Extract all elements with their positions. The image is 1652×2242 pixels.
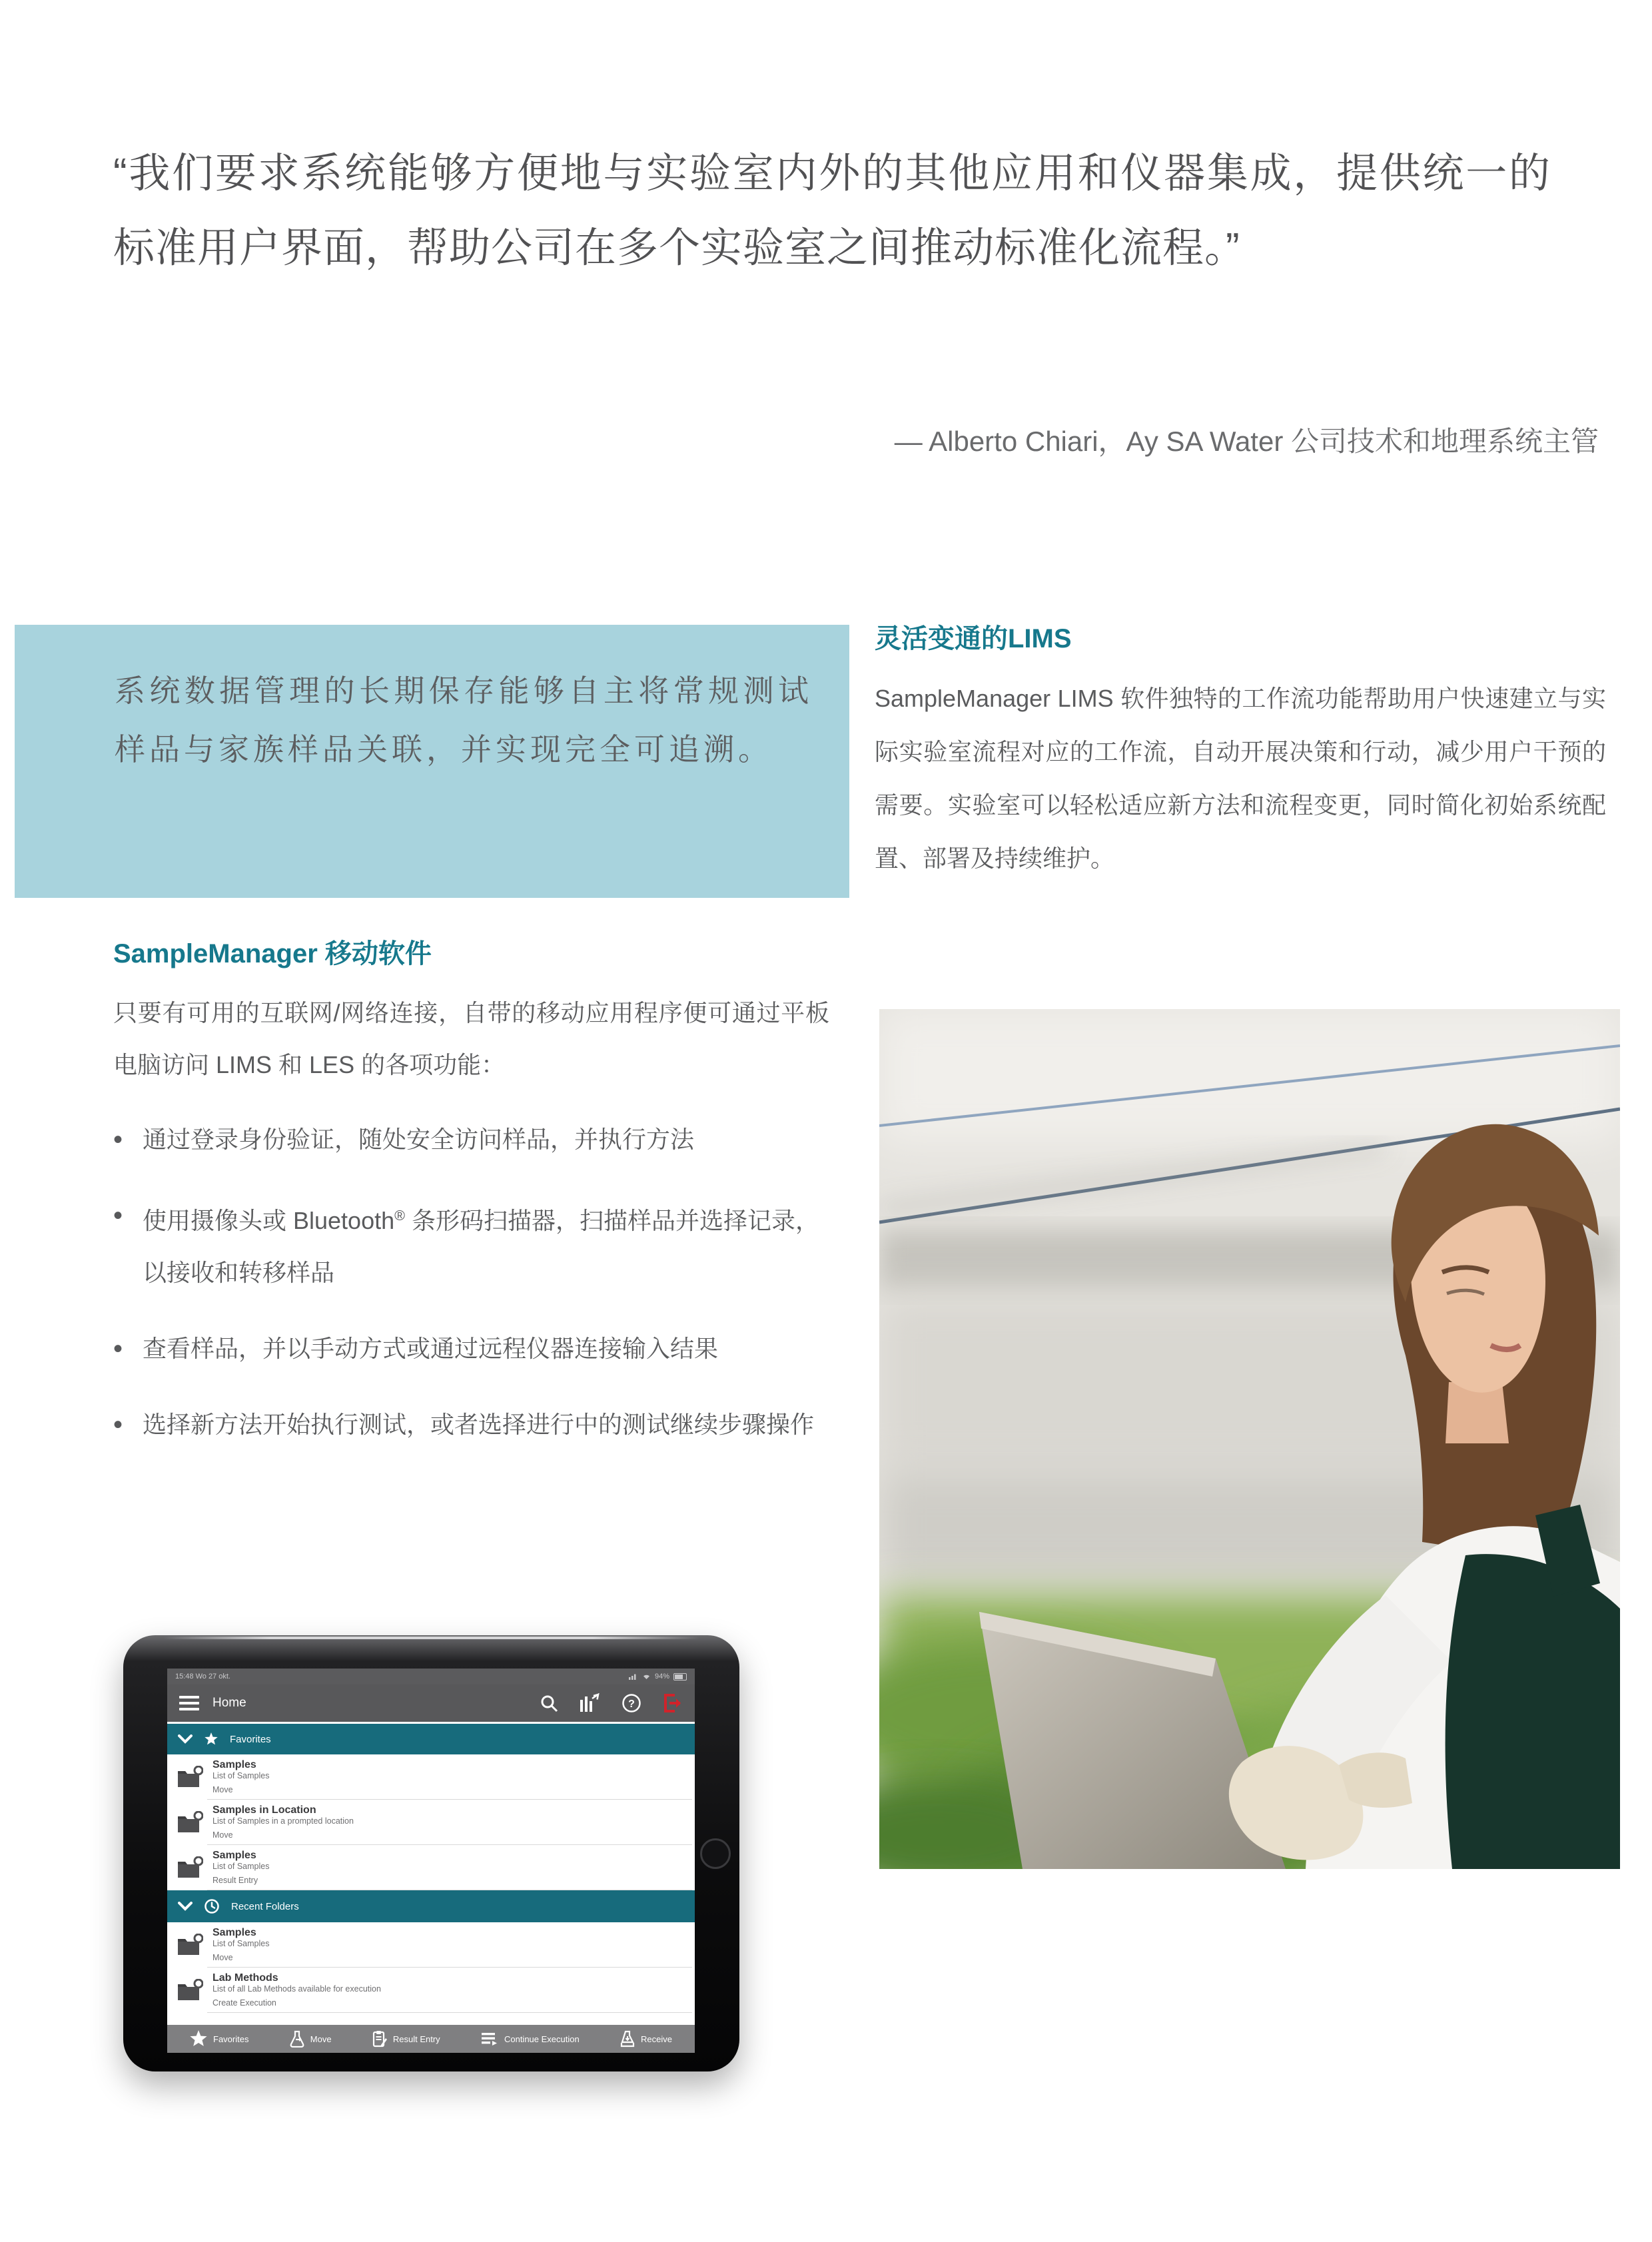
status-clock: 15:48 Wo 27 okt. [175, 1673, 230, 1681]
section-header-label: Favorites [230, 1733, 271, 1745]
battery-icon [673, 1673, 687, 1681]
signal-icon [629, 1673, 638, 1680]
callout-text: 系统数据管理的长期保存能够自主将常规测试样品与家族样品关联，并实现完全可追溯。 [115, 673, 813, 767]
section-body: SampleManager LIMS 软件独特的工作流功能帮助用户快速建立与实际实验室流程对应的工作流，自动开展决策和行动，减少用户干预的需要。实验室可以轻松适应新方法和流程变更，同时简化初始系统配置、部署及持续维护。 [875, 685, 1606, 872]
toolbar-result-entry[interactable] [372, 2030, 440, 2048]
folder-icon [177, 1811, 203, 1834]
clipboard-pencil-icon [372, 2030, 387, 2048]
section-heading: SampleManager 移动软件 [113, 939, 432, 968]
registered-mark: ® [394, 1207, 406, 1224]
svg-text:?: ? [628, 1698, 635, 1710]
list-item[interactable] [167, 1968, 695, 2013]
app-nav-bar [167, 1684, 695, 1722]
item-subtitle: List of Samples [212, 1771, 270, 1780]
pull-quote: “我们要求系统能够方便地与实验室内外的其他应用和仪器集成，提供统一的标准用户界面，帮助公司在多个实验室之间推动标准化流程。” [113, 151, 1551, 271]
item-action: Create Execution [212, 1998, 276, 2008]
folder-icon [177, 1766, 203, 1788]
list-item: • 选择新方法开始执行测试，或者选择进行中的测试继续步骤操作 [113, 1399, 829, 1451]
help-icon[interactable] [621, 1693, 641, 1713]
folder-icon [177, 1979, 203, 2002]
item-subtitle: List of Samples [212, 1862, 270, 1871]
nav-actions [539, 1692, 683, 1714]
battery-percent: 94% [654, 1673, 669, 1681]
star-icon [205, 1732, 218, 1746]
flask-icon [290, 2030, 304, 2048]
wifi-icon [642, 1673, 651, 1680]
item-title: Lab Methods [212, 1972, 278, 1984]
favorites-section-header[interactable] [167, 1724, 695, 1754]
hamburger-menu-icon[interactable] [179, 1696, 199, 1710]
list-arrow-icon [481, 2031, 498, 2047]
section-flexible-lims [875, 623, 1606, 885]
list-item[interactable] [167, 1800, 695, 1845]
item-action: Move [212, 1830, 233, 1840]
item-action: Result Entry [212, 1876, 258, 1885]
chart-icon[interactable] [579, 1693, 602, 1713]
toolbar-label: Move [310, 2034, 332, 2044]
section-intro: 只要有可用的互联网/网络连接，自带的移动应用程序便可通过平板电脑访问 LIMS 和 LES 的各项功能： [113, 999, 829, 1078]
bottom-toolbar [167, 2025, 695, 2053]
list-item-text: 使用摄像头或 Bluetooth [143, 1207, 395, 1234]
greenhouse-photo [879, 1009, 1620, 1869]
folder-icon [177, 1856, 203, 1879]
status-bar [167, 1669, 695, 1684]
item-subtitle: List of Samples [212, 1939, 270, 1948]
list-item [113, 1190, 829, 1299]
section-heading: 灵活变通的LIMS [875, 624, 1072, 653]
item-action: Move [212, 1953, 233, 1962]
list-item[interactable] [167, 1922, 695, 1968]
list-item[interactable] [167, 1754, 695, 1800]
list-item: • 查看样品，并以手动方式或通过远程仪器连接输入结果 [113, 1323, 829, 1375]
item-title: Samples [212, 1759, 256, 1770]
toolbar-move[interactable] [290, 2030, 332, 2048]
clock-icon [205, 1899, 219, 1914]
toolbar-label: Favorites [213, 2034, 249, 2044]
chevron-down-icon [178, 1902, 193, 1911]
tablet-device [123, 1635, 739, 2071]
list-item[interactable] [167, 1845, 695, 1890]
callout-box [15, 625, 849, 898]
toolbar-favorites[interactable] [190, 2030, 248, 2048]
item-title: Samples [212, 1850, 256, 1861]
item-title: Samples [212, 1927, 256, 1938]
section-header-label: Recent Folders [231, 1900, 299, 1912]
toolbar-label: Result Entry [392, 2034, 440, 2044]
toolbar-receive[interactable] [620, 2030, 672, 2048]
photo-illustration [879, 1009, 1620, 1869]
home-button[interactable] [700, 1838, 731, 1869]
nav-title: Home [212, 1696, 246, 1710]
toolbar-label: Continue Execution [504, 2034, 580, 2044]
recent-folders-section-header[interactable] [167, 1890, 695, 1922]
section-mobile [113, 938, 829, 1475]
toolbar-label: Receive [641, 2034, 672, 2044]
quote-attribution: — Alberto Chiari，Ay SA Water 公司技术和地理系统主管 [894, 426, 1599, 457]
item-subtitle: List of Samples in a prompted location [212, 1816, 354, 1826]
item-title: Samples in Location [212, 1804, 316, 1816]
status-indicators [629, 1673, 687, 1681]
toolbar-continue-execution[interactable] [481, 2031, 580, 2047]
item-subtitle: List of all Lab Methods available for execution [212, 1984, 381, 1994]
logout-icon[interactable] [661, 1692, 683, 1714]
tablet-screen [167, 1669, 695, 2053]
chevron-down-icon [178, 1734, 193, 1744]
star-icon [190, 2030, 207, 2048]
feature-list [113, 1114, 829, 1451]
list-item-text: 条形码扫描器，扫描样品并选择记录，以接收和转移样品 [143, 1207, 820, 1286]
screen-filler [167, 2013, 695, 2025]
flask-receive-icon [620, 2030, 635, 2048]
list-item: • 通过登录身份验证，随处安全访问样品，并执行方法 [113, 1114, 829, 1166]
item-action: Move [212, 1785, 233, 1794]
folder-icon [177, 1934, 203, 1956]
search-icon[interactable] [539, 1693, 559, 1713]
